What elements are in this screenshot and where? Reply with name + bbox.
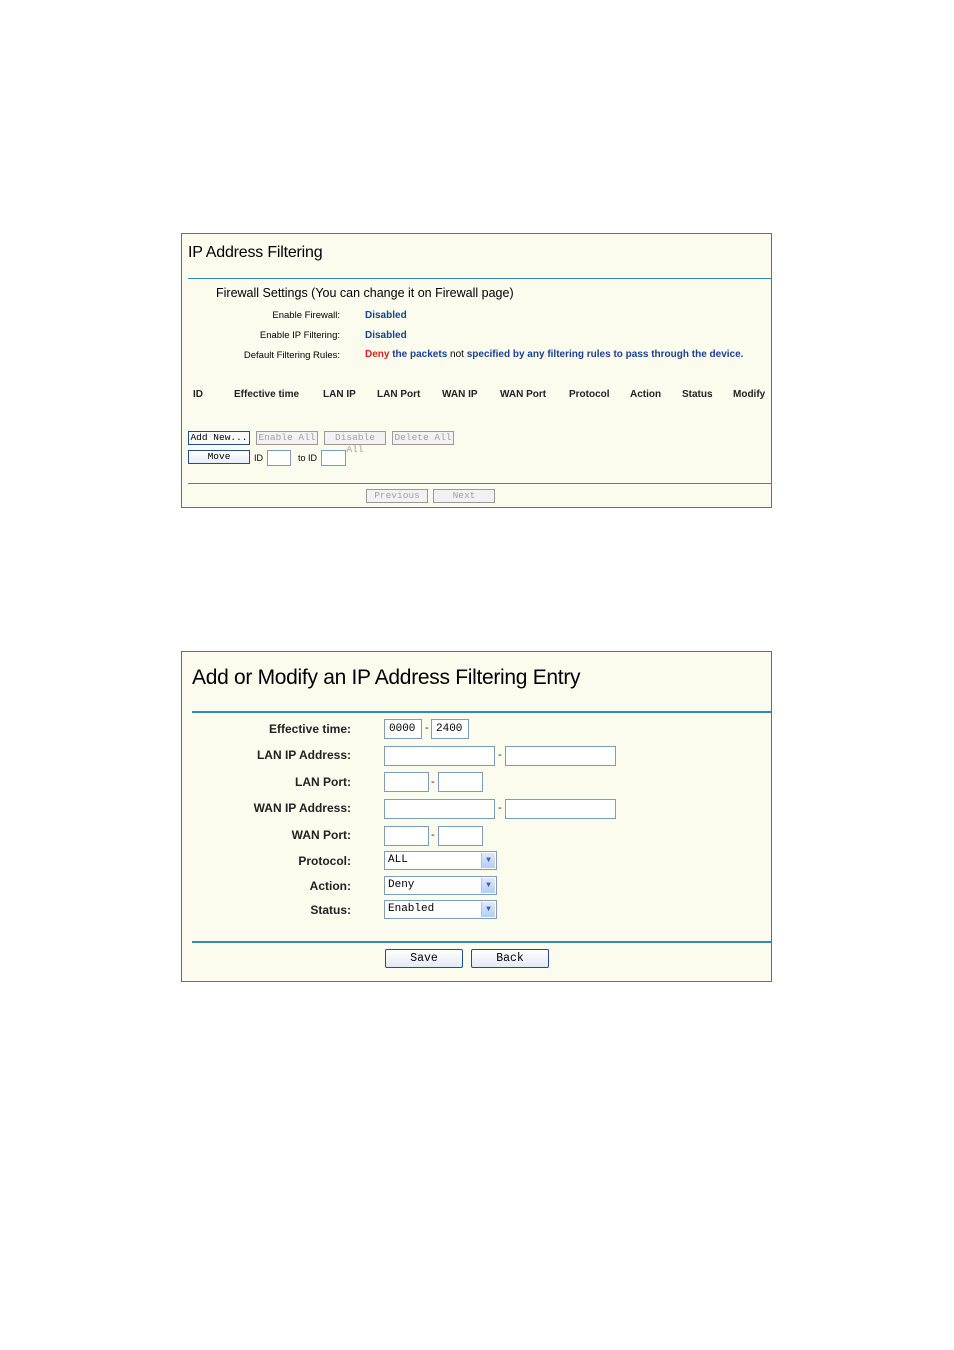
lan-ip-end-input[interactable]: [505, 746, 616, 766]
col-id: ID: [193, 389, 203, 400]
time-start-input[interactable]: 0000: [384, 719, 422, 739]
lan-port-end-input[interactable]: [438, 772, 483, 792]
disable-all-button[interactable]: Disable All: [324, 431, 386, 445]
default-rules-label: Default Filtering Rules:: [243, 350, 340, 361]
page-title: IP Address Filtering: [188, 244, 323, 261]
divider: [192, 711, 771, 713]
protocol-select[interactable]: [384, 851, 497, 870]
divider: [192, 941, 771, 943]
enable-ip-filtering-value: Disabled: [365, 330, 407, 341]
lan-ip-label: LAN IP Address:: [256, 748, 351, 762]
move-from-id-input[interactable]: [267, 450, 291, 466]
wan-port-label: WAN Port:: [291, 828, 351, 842]
previous-button[interactable]: Previous: [366, 489, 428, 503]
wan-ip-start-input[interactable]: [384, 799, 495, 819]
delete-all-button[interactable]: Delete All: [392, 431, 454, 445]
col-effective-time: Effective time: [234, 389, 300, 400]
col-protocol: Protocol: [569, 389, 610, 400]
move-to-id-label: to ID: [298, 453, 318, 463]
wan-port-start-input[interactable]: [384, 826, 429, 846]
col-wan-ip: WAN IP: [442, 389, 478, 400]
wan-ip-label: WAN IP Address:: [253, 801, 351, 815]
divider: [188, 483, 771, 484]
rules-text-1: the packets: [389, 349, 451, 360]
time-end-input[interactable]: 2400: [431, 719, 469, 739]
entry-form-title: Add or Modify an IP Address Filtering Entry: [192, 666, 581, 689]
enable-all-button[interactable]: Enable All: [256, 431, 318, 445]
deny-text: Deny: [365, 349, 390, 360]
rules-not-text: not: [450, 349, 464, 360]
col-lan-ip: LAN IP: [323, 389, 356, 400]
wan-ip-end-input[interactable]: [505, 799, 616, 819]
divider: [188, 278, 771, 279]
back-button[interactable]: Back: [471, 949, 549, 968]
move-id-label: ID: [254, 453, 263, 463]
rules-text-2: specified by any filtering rules to pass through the device.: [463, 349, 744, 360]
ip-filtering-panel: [181, 233, 772, 508]
move-to-id-input[interactable]: [321, 450, 346, 466]
enable-ip-filtering-label: Enable IP Filtering:: [259, 330, 340, 341]
status-selected-value: Enabled: [388, 903, 435, 915]
action-label: Action:: [309, 879, 351, 893]
enable-firewall-label: Enable Firewall:: [272, 310, 340, 321]
lan-port-dash: -: [431, 776, 435, 788]
next-button[interactable]: Next: [433, 489, 495, 503]
enable-firewall-value: Disabled: [365, 310, 407, 321]
status-label: Status:: [310, 903, 351, 917]
firewall-settings-heading: Firewall Settings (You can change it on Firewall page): [216, 286, 514, 300]
move-button[interactable]: Move: [188, 450, 250, 464]
chevron-down-icon[interactable]: ▼: [481, 878, 495, 893]
default-rules-value: [365, 349, 743, 360]
save-button[interactable]: Save: [385, 949, 463, 968]
lan-ip-dash: -: [498, 749, 502, 761]
wan-port-end-input[interactable]: [438, 826, 483, 846]
status-select[interactable]: [384, 900, 497, 919]
action-selected-value: Deny: [388, 879, 415, 891]
chevron-down-icon[interactable]: ▼: [481, 853, 495, 868]
action-select[interactable]: [384, 876, 497, 895]
add-modify-entry-panel: [181, 651, 772, 982]
col-modify: Modify: [733, 389, 766, 400]
effective-time-label: Effective time:: [268, 722, 351, 736]
protocol-label: Protocol:: [298, 854, 351, 868]
wan-port-dash: -: [431, 829, 435, 841]
col-action: Action: [630, 389, 662, 400]
add-new-button[interactable]: Add New...: [188, 431, 250, 445]
lan-ip-start-input[interactable]: [384, 746, 495, 766]
lan-port-start-input[interactable]: [384, 772, 429, 792]
col-lan-port: LAN Port: [377, 389, 421, 400]
wan-ip-dash: -: [498, 802, 502, 814]
col-wan-port: WAN Port: [500, 389, 547, 400]
time-dash: -: [425, 722, 429, 734]
chevron-down-icon[interactable]: ▼: [481, 902, 495, 917]
lan-port-label: LAN Port:: [295, 775, 351, 789]
protocol-selected-value: ALL: [388, 854, 408, 866]
col-status: Status: [682, 389, 713, 400]
